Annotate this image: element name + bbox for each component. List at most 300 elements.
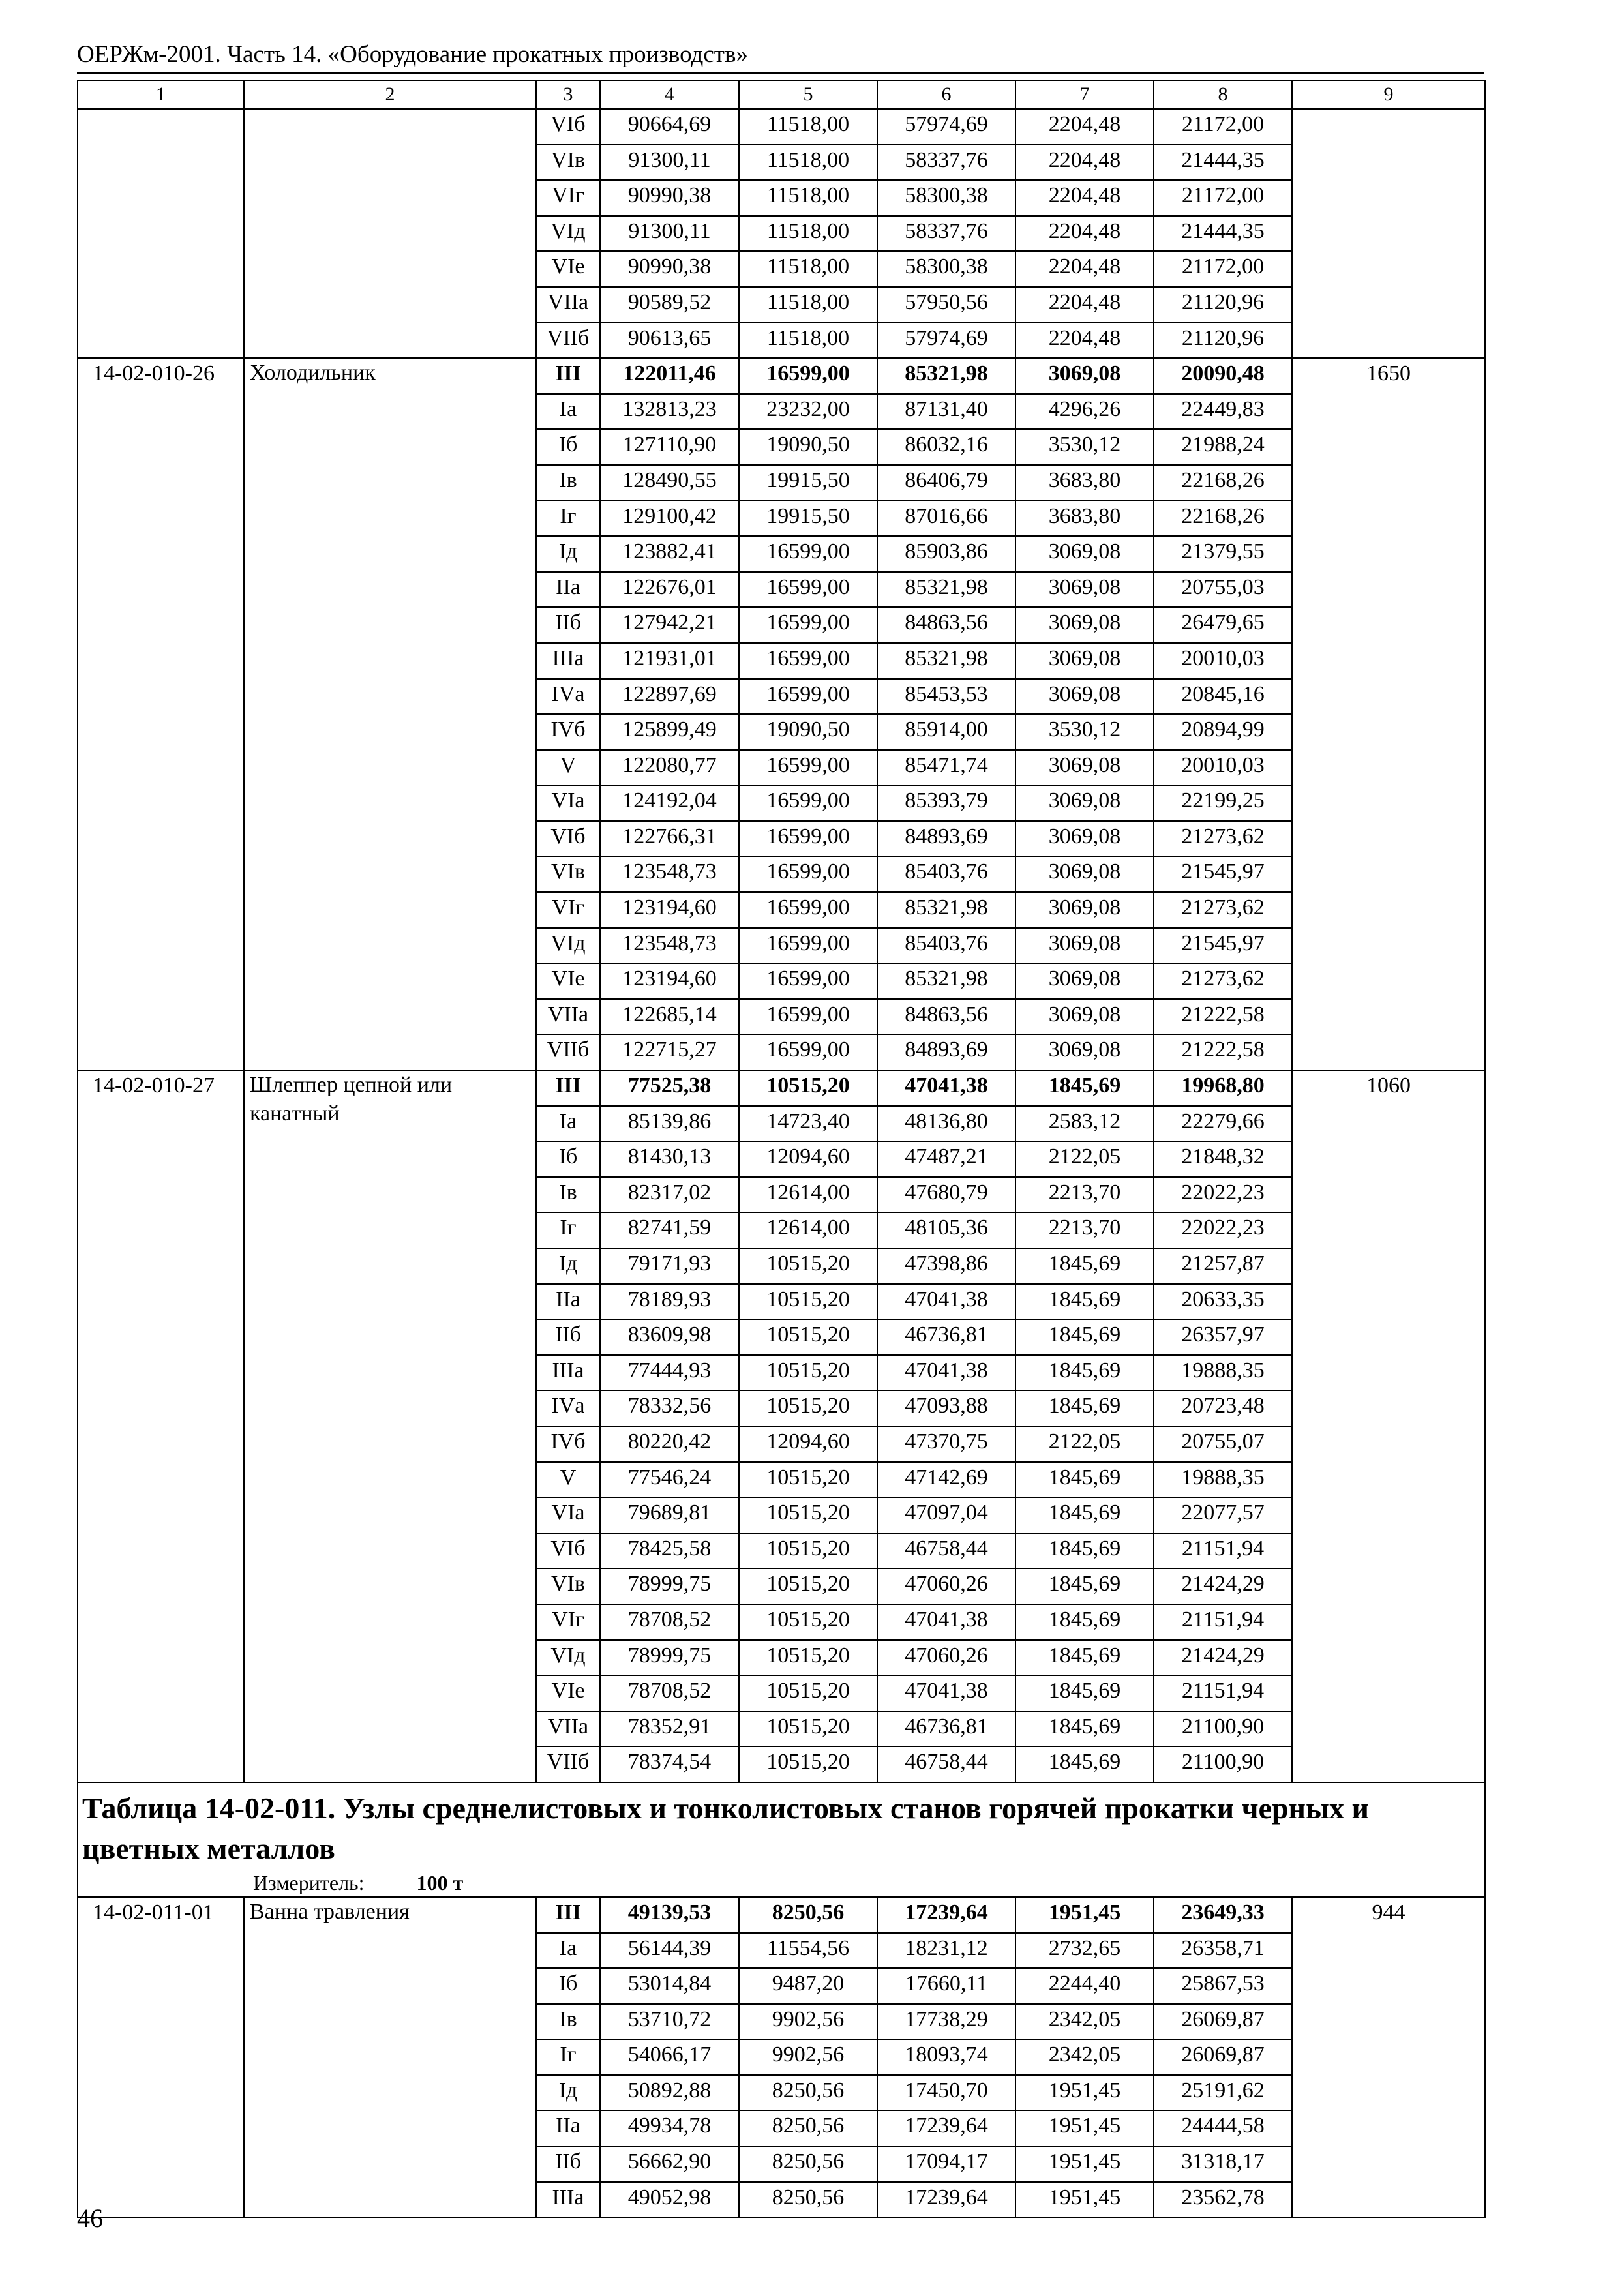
value-cell: 20090,48	[1154, 358, 1292, 394]
value-cell: 122080,77	[600, 750, 739, 786]
level-cell: V	[536, 1462, 600, 1498]
value-cell: 2204,48	[1015, 180, 1154, 216]
value-cell: 21257,87	[1154, 1248, 1292, 1284]
value-cell: 3069,08	[1015, 785, 1154, 821]
level-cell: IVа	[536, 679, 600, 715]
value-cell: 2122,05	[1015, 1141, 1154, 1177]
value-cell: 90664,69	[600, 109, 739, 145]
value-cell: 17660,11	[877, 1968, 1015, 2004]
value-cell: 123194,60	[600, 963, 739, 999]
value-cell: 23562,78	[1154, 2182, 1292, 2218]
value-cell: 21172,00	[1154, 180, 1292, 216]
value-cell: 22022,23	[1154, 1212, 1292, 1248]
value-cell: 31318,17	[1154, 2146, 1292, 2182]
code-cell: 14-02-010-27	[78, 1070, 244, 1782]
level-cell: VIа	[536, 785, 600, 821]
value-cell: 1845,69	[1015, 1675, 1154, 1711]
level-cell: VIб	[536, 1533, 600, 1569]
column-number: 6	[877, 80, 1015, 109]
measure-value: 100 т	[416, 1870, 464, 1894]
level-cell: IIб	[536, 1319, 600, 1355]
value-cell: 16599,00	[739, 358, 877, 394]
value-cell: 50892,88	[600, 2075, 739, 2111]
value-cell: 21273,62	[1154, 963, 1292, 999]
value-cell: 127942,21	[600, 607, 739, 643]
value-cell: 128490,55	[600, 465, 739, 501]
value-cell: 8250,56	[739, 2146, 877, 2182]
value-cell: 48105,36	[877, 1212, 1015, 1248]
value-cell: 2213,70	[1015, 1212, 1154, 1248]
value-cell: 47041,38	[877, 1604, 1015, 1640]
value-cell: 81430,13	[600, 1141, 739, 1177]
value-cell: 85321,98	[877, 963, 1015, 999]
value-cell: 121931,01	[600, 643, 739, 679]
value-cell: 123548,73	[600, 928, 739, 964]
value-cell: 57950,56	[877, 287, 1015, 323]
level-cell: VIг	[536, 180, 600, 216]
value-cell: 2583,12	[1015, 1106, 1154, 1142]
value-cell: 16599,00	[739, 928, 877, 964]
value-cell: 82741,59	[600, 1212, 739, 1248]
value-cell: 4296,26	[1015, 394, 1154, 430]
value-cell: 122766,31	[600, 821, 739, 857]
value-cell: 2204,48	[1015, 251, 1154, 287]
value-cell: 8250,56	[739, 2110, 877, 2146]
value-cell: 21100,90	[1154, 1711, 1292, 1747]
value-cell: 20755,07	[1154, 1426, 1292, 1462]
value-cell: 2204,48	[1015, 287, 1154, 323]
value-cell: 10515,20	[739, 1462, 877, 1498]
value-cell: 78189,93	[600, 1284, 739, 1320]
value-cell: 21988,24	[1154, 429, 1292, 465]
level-cell: IVа	[536, 1390, 600, 1426]
table-title-cell	[78, 1782, 1485, 1897]
level-cell: VIе	[536, 963, 600, 999]
value-cell: 20894,99	[1154, 714, 1292, 750]
value-cell: 85453,53	[877, 679, 1015, 715]
value-cell: 1845,69	[1015, 1568, 1154, 1604]
level-cell: Iа	[536, 394, 600, 430]
value-cell: 16599,00	[739, 572, 877, 608]
value-cell: 20010,03	[1154, 643, 1292, 679]
value-cell: 17239,64	[877, 2110, 1015, 2146]
value-cell: 8250,56	[739, 2182, 877, 2218]
value-cell: 10515,20	[739, 1568, 877, 1604]
value-cell: 47370,75	[877, 1426, 1015, 1462]
value-cell: 46758,44	[877, 1533, 1015, 1569]
value-cell: 17094,17	[877, 2146, 1015, 2182]
value-cell: 26358,71	[1154, 1933, 1292, 1969]
code-cell	[78, 109, 244, 358]
value-cell: 85914,00	[877, 714, 1015, 750]
value-cell: 10515,20	[739, 1746, 877, 1782]
value-cell: 78332,56	[600, 1390, 739, 1426]
value-cell: 1951,45	[1015, 1897, 1154, 1933]
value-cell: 85403,76	[877, 928, 1015, 964]
value-cell: 3069,08	[1015, 643, 1154, 679]
value-cell: 122715,27	[600, 1034, 739, 1070]
table-row	[78, 109, 1485, 145]
level-cell: VIIа	[536, 1711, 600, 1747]
value-cell: 21848,32	[1154, 1141, 1292, 1177]
value-cell: 21273,62	[1154, 892, 1292, 928]
value-cell: 17239,64	[877, 1897, 1015, 1933]
value-cell: 22279,66	[1154, 1106, 1292, 1142]
value-cell: 22449,83	[1154, 394, 1292, 430]
value-cell: 1845,69	[1015, 1284, 1154, 1320]
value-cell: 21379,55	[1154, 536, 1292, 572]
level-cell: Iг	[536, 1212, 600, 1248]
code-cell: 14-02-011-01	[78, 1897, 244, 2217]
level-cell: VIб	[536, 821, 600, 857]
value-cell: 90613,65	[600, 323, 739, 359]
level-cell: VIIб	[536, 323, 600, 359]
value-cell: 58300,38	[877, 180, 1015, 216]
value-cell: 85321,98	[877, 358, 1015, 394]
value-cell: 12094,60	[739, 1141, 877, 1177]
value-cell: 78999,75	[600, 1640, 739, 1676]
value-cell: 46758,44	[877, 1746, 1015, 1782]
value-cell: 77444,93	[600, 1355, 739, 1391]
column-number: 1	[78, 80, 244, 109]
value-cell: 16599,00	[739, 963, 877, 999]
column-number: 4	[600, 80, 739, 109]
value-cell: 21151,94	[1154, 1533, 1292, 1569]
value-cell: 10515,20	[739, 1640, 877, 1676]
value-cell: 11518,00	[739, 287, 877, 323]
level-cell: VIе	[536, 1675, 600, 1711]
value-cell: 3530,12	[1015, 714, 1154, 750]
value-cell: 26069,87	[1154, 2039, 1292, 2075]
name-cell: Холодильник	[244, 358, 536, 1070]
value-cell: 19968,80	[1154, 1070, 1292, 1106]
value-cell: 1845,69	[1015, 1390, 1154, 1426]
column-number: 8	[1154, 80, 1292, 109]
value-cell: 10515,20	[739, 1390, 877, 1426]
table-title-row	[78, 1782, 1485, 1897]
table-title: Таблица 14-02-011. Узлы среднелистовых и тонколистовых станов горячей прокатки черных и цветных металлов	[82, 1791, 1369, 1865]
value-cell: 25191,62	[1154, 2075, 1292, 2111]
value-cell: 86406,79	[877, 465, 1015, 501]
value-cell: 1845,69	[1015, 1604, 1154, 1640]
value-cell: 21273,62	[1154, 821, 1292, 857]
value-cell: 22168,26	[1154, 501, 1292, 537]
level-cell: III	[536, 1897, 600, 1933]
value-cell: 122897,69	[600, 679, 739, 715]
value-cell: 90990,38	[600, 180, 739, 216]
value-cell: 1845,69	[1015, 1462, 1154, 1498]
value-cell: 85403,76	[877, 856, 1015, 892]
value-cell: 58300,38	[877, 251, 1015, 287]
value-cell: 21151,94	[1154, 1604, 1292, 1640]
value-cell: 21151,94	[1154, 1675, 1292, 1711]
value-cell: 21424,29	[1154, 1640, 1292, 1676]
value-cell: 85471,74	[877, 750, 1015, 786]
value-cell: 90990,38	[600, 251, 739, 287]
value-cell: 3069,08	[1015, 607, 1154, 643]
value-cell: 3069,08	[1015, 572, 1154, 608]
level-cell: VIв	[536, 856, 600, 892]
level-cell: IIа	[536, 1284, 600, 1320]
value-cell: 48136,80	[877, 1106, 1015, 1142]
value-cell: 10515,20	[739, 1355, 877, 1391]
value-cell: 21222,58	[1154, 999, 1292, 1035]
mass-cell: 944	[1292, 1897, 1485, 2217]
level-cell: VIг	[536, 892, 600, 928]
value-cell: 78425,58	[600, 1533, 739, 1569]
level-cell: VIIа	[536, 287, 600, 323]
value-cell: 2204,48	[1015, 323, 1154, 359]
level-cell: III	[536, 1070, 600, 1106]
value-cell: 56144,39	[600, 1933, 739, 1969]
value-cell: 20845,16	[1154, 679, 1292, 715]
value-cell: 132813,23	[600, 394, 739, 430]
value-cell: 2204,48	[1015, 216, 1154, 252]
value-cell: 3683,80	[1015, 501, 1154, 537]
value-cell: 85139,86	[600, 1106, 739, 1142]
value-cell: 3069,08	[1015, 963, 1154, 999]
level-cell: Iа	[536, 1106, 600, 1142]
value-cell: 2204,48	[1015, 145, 1154, 181]
value-cell: 9902,56	[739, 2004, 877, 2040]
value-cell: 2732,65	[1015, 1933, 1154, 1969]
value-cell: 16599,00	[739, 999, 877, 1035]
value-cell: 1845,69	[1015, 1355, 1154, 1391]
value-cell: 18093,74	[877, 2039, 1015, 2075]
value-cell: 1951,45	[1015, 2182, 1154, 2218]
value-cell: 125899,49	[600, 714, 739, 750]
value-cell: 17450,70	[877, 2075, 1015, 2111]
table-row	[78, 1070, 1485, 1106]
value-cell: 19888,35	[1154, 1355, 1292, 1391]
value-cell: 58337,76	[877, 216, 1015, 252]
table-body	[78, 80, 1485, 2217]
level-cell: VIа	[536, 1497, 600, 1533]
value-cell: 19090,50	[739, 714, 877, 750]
value-cell: 2213,70	[1015, 1177, 1154, 1213]
value-cell: 47680,79	[877, 1177, 1015, 1213]
value-cell: 11518,00	[739, 109, 877, 145]
value-cell: 16599,00	[739, 892, 877, 928]
value-cell: 11518,00	[739, 145, 877, 181]
value-cell: 11518,00	[739, 251, 877, 287]
value-cell: 21120,96	[1154, 323, 1292, 359]
value-cell: 16599,00	[739, 536, 877, 572]
value-cell: 21172,00	[1154, 109, 1292, 145]
level-cell: IIб	[536, 607, 600, 643]
value-cell: 10515,20	[739, 1604, 877, 1640]
page-header: ОЕРЖм-2001. Часть 14. «Оборудование прокатных производств»	[77, 41, 748, 68]
value-cell: 3683,80	[1015, 465, 1154, 501]
value-cell: 20010,03	[1154, 750, 1292, 786]
level-cell: Iб	[536, 1141, 600, 1177]
value-cell: 3069,08	[1015, 821, 1154, 857]
value-cell: 3069,08	[1015, 1034, 1154, 1070]
value-cell: 24444,58	[1154, 2110, 1292, 2146]
measure-label: Измеритель:	[253, 1870, 365, 1894]
value-cell: 21100,90	[1154, 1746, 1292, 1782]
value-cell: 12094,60	[739, 1426, 877, 1462]
level-cell: VIд	[536, 928, 600, 964]
value-cell: 46736,81	[877, 1319, 1015, 1355]
value-cell: 8250,56	[739, 2075, 877, 2111]
value-cell: 12614,00	[739, 1177, 877, 1213]
value-cell: 16599,00	[739, 856, 877, 892]
value-cell: 22199,25	[1154, 785, 1292, 821]
level-cell: IIа	[536, 2110, 600, 2146]
value-cell: 10515,20	[739, 1533, 877, 1569]
value-cell: 2342,05	[1015, 2039, 1154, 2075]
level-cell: Iв	[536, 1177, 600, 1213]
column-number: 3	[536, 80, 600, 109]
value-cell: 10515,20	[739, 1675, 877, 1711]
level-cell: IIIа	[536, 2182, 600, 2218]
value-cell: 16599,00	[739, 1034, 877, 1070]
value-cell: 19915,50	[739, 501, 877, 537]
value-cell: 3069,08	[1015, 679, 1154, 715]
value-cell: 1845,69	[1015, 1640, 1154, 1676]
value-cell: 1951,45	[1015, 2146, 1154, 2182]
value-cell: 22022,23	[1154, 1177, 1292, 1213]
value-cell: 90589,52	[600, 287, 739, 323]
value-cell: 20723,48	[1154, 1390, 1292, 1426]
level-cell: Iд	[536, 536, 600, 572]
value-cell: 86032,16	[877, 429, 1015, 465]
value-cell: 78999,75	[600, 1568, 739, 1604]
name-cell: Ванна травления	[244, 1897, 536, 2217]
value-cell: 1951,45	[1015, 2075, 1154, 2111]
value-cell: 87131,40	[877, 394, 1015, 430]
value-cell: 84893,69	[877, 1034, 1015, 1070]
value-cell: 10515,20	[739, 1284, 877, 1320]
name-cell	[244, 109, 536, 358]
value-cell: 21222,58	[1154, 1034, 1292, 1070]
value-cell: 19888,35	[1154, 1462, 1292, 1498]
code-cell: 14-02-010-26	[78, 358, 244, 1070]
value-cell: 23649,33	[1154, 1897, 1292, 1933]
value-cell: 3069,08	[1015, 750, 1154, 786]
value-cell: 49139,53	[600, 1897, 739, 1933]
value-cell: 49934,78	[600, 2110, 739, 2146]
value-cell: 46736,81	[877, 1711, 1015, 1747]
level-cell: Iв	[536, 2004, 600, 2040]
value-cell: 123194,60	[600, 892, 739, 928]
value-cell: 77546,24	[600, 1462, 739, 1498]
level-cell: IVб	[536, 1426, 600, 1462]
value-cell: 16599,00	[739, 821, 877, 857]
header-rule	[77, 72, 1484, 74]
value-cell: 82317,02	[600, 1177, 739, 1213]
value-cell: 16599,00	[739, 750, 877, 786]
level-cell: VIд	[536, 1640, 600, 1676]
value-cell: 78352,91	[600, 1711, 739, 1747]
value-cell: 12614,00	[739, 1212, 877, 1248]
value-cell: 127110,90	[600, 429, 739, 465]
value-cell: 16599,00	[739, 785, 877, 821]
value-cell: 16599,00	[739, 607, 877, 643]
value-cell: 10515,20	[739, 1497, 877, 1533]
level-cell: VIIб	[536, 1746, 600, 1782]
value-cell: 49052,98	[600, 2182, 739, 2218]
value-cell: 78708,52	[600, 1675, 739, 1711]
value-cell: 3069,08	[1015, 856, 1154, 892]
value-cell: 21545,97	[1154, 928, 1292, 964]
column-number: 7	[1015, 80, 1154, 109]
mass-cell	[1292, 109, 1485, 358]
level-cell: IIб	[536, 2146, 600, 2182]
value-cell: 53014,84	[600, 1968, 739, 2004]
value-cell: 123882,41	[600, 536, 739, 572]
table-row	[78, 358, 1485, 394]
value-cell: 10515,20	[739, 1319, 877, 1355]
column-number: 9	[1292, 80, 1485, 109]
value-cell: 47097,04	[877, 1497, 1015, 1533]
value-cell: 84893,69	[877, 821, 1015, 857]
value-cell: 1845,69	[1015, 1746, 1154, 1782]
level-cell: IIа	[536, 572, 600, 608]
value-cell: 3069,08	[1015, 999, 1154, 1035]
value-cell: 16599,00	[739, 643, 877, 679]
level-cell: Iб	[536, 429, 600, 465]
level-cell: Iа	[536, 1933, 600, 1969]
value-cell: 20755,03	[1154, 572, 1292, 608]
value-cell: 3069,08	[1015, 536, 1154, 572]
value-cell: 26069,87	[1154, 2004, 1292, 2040]
value-cell: 53710,72	[600, 2004, 739, 2040]
value-cell: 47487,21	[877, 1141, 1015, 1177]
value-cell: 122685,14	[600, 999, 739, 1035]
value-cell: 47041,38	[877, 1675, 1015, 1711]
level-cell: VIд	[536, 216, 600, 252]
column-number: 5	[739, 80, 877, 109]
value-cell: 83609,98	[600, 1319, 739, 1355]
value-cell: 78374,54	[600, 1746, 739, 1782]
level-cell: VIг	[536, 1604, 600, 1640]
value-cell: 10515,20	[739, 1248, 877, 1284]
value-cell: 3069,08	[1015, 358, 1154, 394]
value-cell: 1845,69	[1015, 1070, 1154, 1106]
value-cell: 78708,52	[600, 1604, 739, 1640]
value-cell: 14723,40	[739, 1106, 877, 1142]
value-cell: 3530,12	[1015, 429, 1154, 465]
level-cell: Iд	[536, 2075, 600, 2111]
value-cell: 129100,42	[600, 501, 739, 537]
value-cell: 2122,05	[1015, 1426, 1154, 1462]
level-cell: VIе	[536, 251, 600, 287]
measure-line	[82, 1869, 1481, 1896]
value-cell: 21172,00	[1154, 251, 1292, 287]
value-cell: 57974,69	[877, 323, 1015, 359]
value-cell: 2342,05	[1015, 2004, 1154, 2040]
level-cell: Iв	[536, 465, 600, 501]
value-cell: 1845,69	[1015, 1248, 1154, 1284]
value-cell: 122011,46	[600, 358, 739, 394]
level-cell: Iб	[536, 1968, 600, 2004]
value-cell: 47060,26	[877, 1568, 1015, 1604]
page-number: 46	[77, 2204, 103, 2233]
value-cell: 58337,76	[877, 145, 1015, 181]
value-cell: 2204,48	[1015, 109, 1154, 145]
value-cell: 19915,50	[739, 465, 877, 501]
value-cell: 47041,38	[877, 1070, 1015, 1106]
value-cell: 1845,69	[1015, 1533, 1154, 1569]
value-cell: 80220,42	[600, 1426, 739, 1462]
value-cell: 85903,86	[877, 536, 1015, 572]
value-cell: 47093,88	[877, 1390, 1015, 1426]
value-cell: 21444,35	[1154, 145, 1292, 181]
level-cell: V	[536, 750, 600, 786]
level-cell: IVб	[536, 714, 600, 750]
